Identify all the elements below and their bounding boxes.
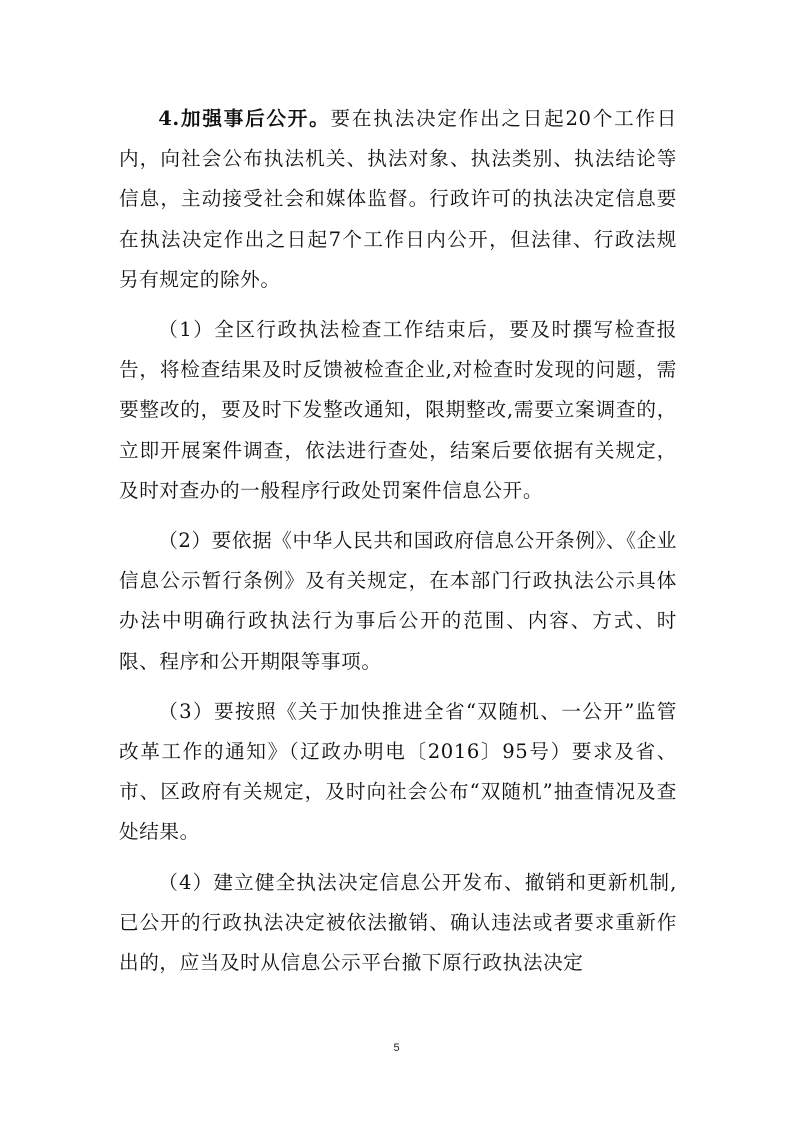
paragraph-text: 要在执法决定作出之日起20个工作日内，向社会公布执法机关、执法对象、执法类别、执法结论等信息，主动接受社会和媒体监督。行政许可的执法决定信息要在执法决定作出之日起7个工作日内公开，但法律、行政法规另有规定的除外。 — [119, 107, 677, 291]
paragraph-item-4 — [119, 863, 677, 984]
section-heading-4: 4.加强事后公开。 — [158, 107, 331, 130]
paragraph-text: （2）要依据《中华人民共和国政府信息公开条例》、《企业信息公示暂行条例》及有关规定，在本部门行政执法公示具体办法中明确行政执法行为事后公开的范围、内容、方式、时限、程序和公开期限等事项。 — [119, 529, 677, 673]
document-body — [119, 99, 677, 983]
paragraph-text: （1）全区行政执法检查工作结束后，要及时撰写检查报告，将检查结果及时反馈被检查企业,对检查时发现的问题，需要整改的，要及时下发整改通知，限期整改,需要立案调查的，立即开展案件调查，依法进行查处，结案后要依据有关规定，及时对查办的一般程序行政处罚案件信息公开。 — [119, 318, 677, 502]
paragraph-text: （4）建立健全执法决定信息公开发布、撤销和更新机制,已公开的行政执法决定被依法撤销、确认违法或者要求重新作出的，应当及时从信息公示平台撤下原行政执法决定 — [119, 870, 677, 975]
paragraph-text: （3）要按照《关于加快推进全省“双随机、一公开”监管改革工作的通知》（辽政办明电〔2016〕95号）要求及省、市、区政府有关规定，及时向社会公布“双随机”抽查情况及查处结果。 — [119, 699, 677, 844]
page-number: 5 — [393, 1042, 400, 1054]
paragraph-section-4 — [119, 99, 677, 300]
paragraph-item-1 — [119, 310, 677, 511]
paragraph-item-3 — [119, 692, 677, 853]
paragraph-item-2 — [119, 521, 677, 682]
